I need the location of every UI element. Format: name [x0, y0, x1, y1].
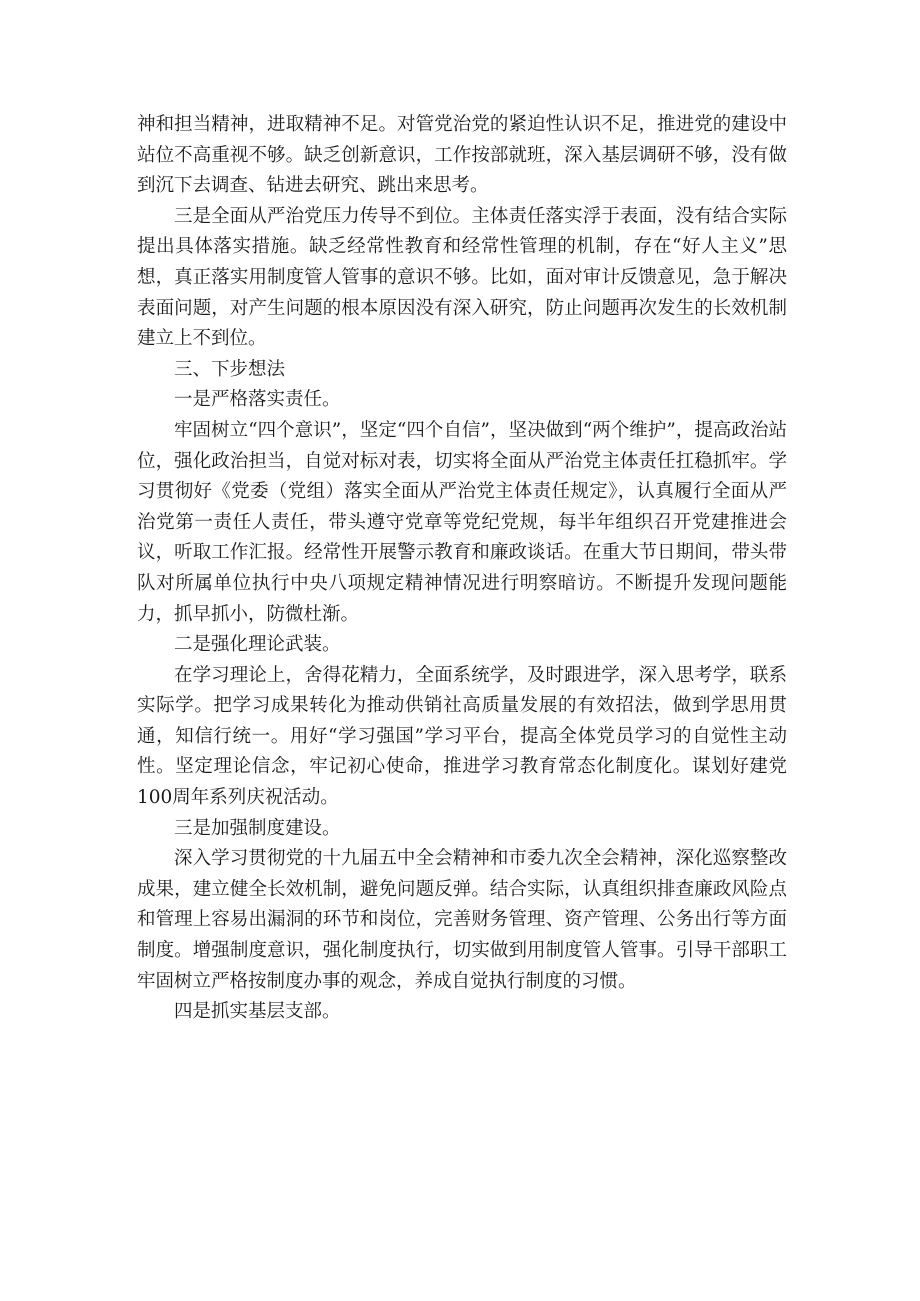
subheading-theory: 二是强化理论武装。: [174, 634, 341, 656]
paragraph-responsibility: 牢固树立“四个意识”，坚定“四个自信”，坚决做到“两个维护”，提高政治站位，强化政治担当，自觉对标对表，切实将全面从严治党主体责任扛稳抓牢。学习贯彻好《党委（党组）落实全面从严治党主体责任规定》，认真履行全面从严治党第一责任人责任，带头遵守党章等党纪党规，每半年组织召开党建推进会议，听取工作汇报。经常性开展警示教育和廉政谈话。在重大节日期间，带头带队对所属单位执行中央八项规定精神情况进行明察暗访。不断提升发现问题能力，抓早抓小，防微杜渐。: [137, 419, 787, 625]
subheading-system: 三是加强制度建设。: [174, 817, 341, 839]
subheading-grassroots: 四是抓实基层支部。: [174, 1001, 341, 1023]
paragraph-continuation: 神和担当精神，进取精神不足。对管党治党的紧迫性认识不足，推进党的建设中站位不高重视不够。缺乏创新意识，工作按部就班，深入基层调研不够，没有做到沉下去调查、钻进去研究、跳出来思考。: [137, 114, 787, 197]
subheading-responsibility: 一是严格落实责任。: [174, 389, 341, 411]
paragraph-system: 深入学习贯彻党的十九届五中全会精神和市委九次全会精神，深化巡察整改成果，建立健全长效机制，避免问题反弹。结合实际，认真组织排查廉政风险点和管理上容易出漏洞的环节和岗位，完善财务管理、资产管理、公务出行等方面制度。增强制度意识，强化制度执行，切实做到用制度管人管事。引导干部职工牢固树立严格按制度办事的观念，养成自觉执行制度的习惯。: [137, 848, 787, 992]
section-heading-next-steps: 三、下步想法: [174, 358, 286, 380]
document-body: [137, 110, 787, 1028]
paragraph-theory: 在学习理论上，舍得花精力，全面系统学，及时跟进学，深入思考学，联系实际学。把学习成果转化为推动供销社高质量发展的有效招法，做到学思用贯通，知信行统一。用好“学习强国”学习平台，提高全体党员学习的自觉性主动性。坚定理论信念，牢记初心使命，推进学习教育常态化制度化。谋划好建党100周年系列庆祝活动。: [137, 664, 787, 809]
paragraph-point-three-pressure: 三是全面从严治党压力传导不到位。主体责任落实浮于表面，没有结合实际提出具体落实措施。缺乏经常性教育和经常性管理的机制，存在“好人主义”思想，真正落实用制度管人管事的意识不够。比如，面对审计反馈意见，急于解决表面问题，对产生问题的根本原因没有深入研究，防止问题再次发生的长效机制建立上不到位。: [137, 205, 787, 350]
